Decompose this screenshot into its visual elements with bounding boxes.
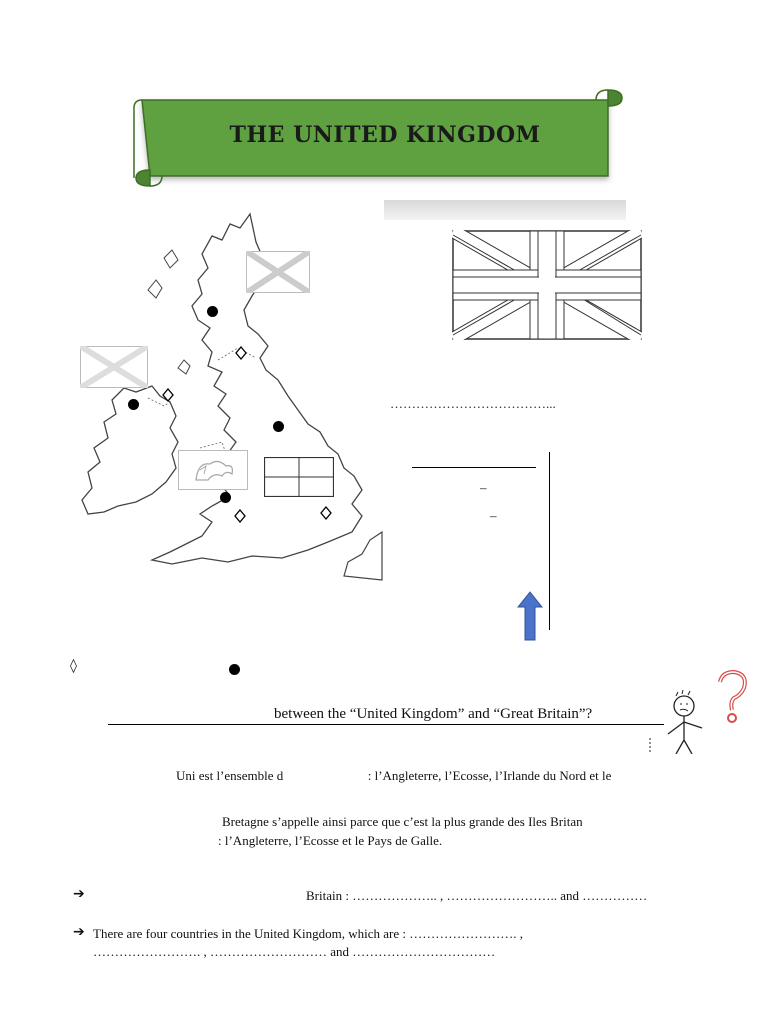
question-underline-right bbox=[268, 724, 664, 725]
dash-label-1: – bbox=[480, 480, 487, 495]
legend-diamond-symbol: ◊ bbox=[70, 658, 77, 674]
england-flag bbox=[264, 457, 334, 497]
dash-label-2: – bbox=[490, 508, 497, 523]
paragraph-uk-definition: Uni est l’ensemble d : l’Angleterre, l’Ecosse, l’Irlande du Nord et le bbox=[176, 768, 612, 783]
arrow-bullet-icon: ➔ bbox=[73, 924, 85, 940]
question-underline bbox=[108, 724, 268, 725]
exercise-four-countries-line1: There are four countries in the United Kingdom, which are : ……………………. , bbox=[93, 926, 523, 941]
capital-marker-scotland bbox=[207, 306, 218, 317]
scotland-flag bbox=[246, 251, 310, 293]
arrow-bullet-icon: ➔ bbox=[73, 886, 85, 902]
title-banner bbox=[130, 82, 630, 194]
northern-ireland-flag bbox=[80, 346, 148, 388]
exercise-four-countries-line2: ……………………. , ……………………… and …………………………… bbox=[93, 944, 496, 959]
capital-marker-england bbox=[273, 421, 284, 432]
paragraph-great-britain-line2: : l’Angleterre, l’Ecosse et le Pays de Galle. bbox=[218, 833, 443, 848]
union-jack-flag bbox=[452, 230, 642, 340]
banner-shadow-bar bbox=[384, 200, 626, 220]
city-marker-diamond bbox=[320, 506, 332, 520]
legend-circle-symbol bbox=[229, 664, 240, 675]
north-arrow-icon bbox=[517, 591, 543, 641]
confused-person-icon bbox=[646, 668, 754, 754]
paragraph-great-britain-line1: Bretagne s’appelle ainsi parce que c’est la plus grande des Iles Britan bbox=[222, 814, 583, 829]
wales-flag bbox=[178, 450, 248, 490]
city-marker-diamond bbox=[162, 388, 174, 402]
compass-vertical-line bbox=[549, 452, 550, 630]
page-title: THE UNITED KINGDOM bbox=[229, 122, 541, 148]
union-jack-answer-line: ………………………………... bbox=[390, 396, 556, 411]
exercise-great-britain-answers: Britain : ……………….. , …………………….. and …………… bbox=[306, 888, 648, 903]
compass-horizontal-line bbox=[412, 467, 536, 468]
question-text: between the “United Kingdom” and “Great Britain”? bbox=[274, 706, 593, 722]
capital-marker-wales bbox=[220, 492, 231, 503]
city-marker-diamond bbox=[234, 509, 246, 523]
british-isles-map bbox=[52, 210, 392, 590]
capital-marker-northern-ireland bbox=[128, 399, 139, 410]
city-marker-diamond bbox=[235, 346, 247, 360]
